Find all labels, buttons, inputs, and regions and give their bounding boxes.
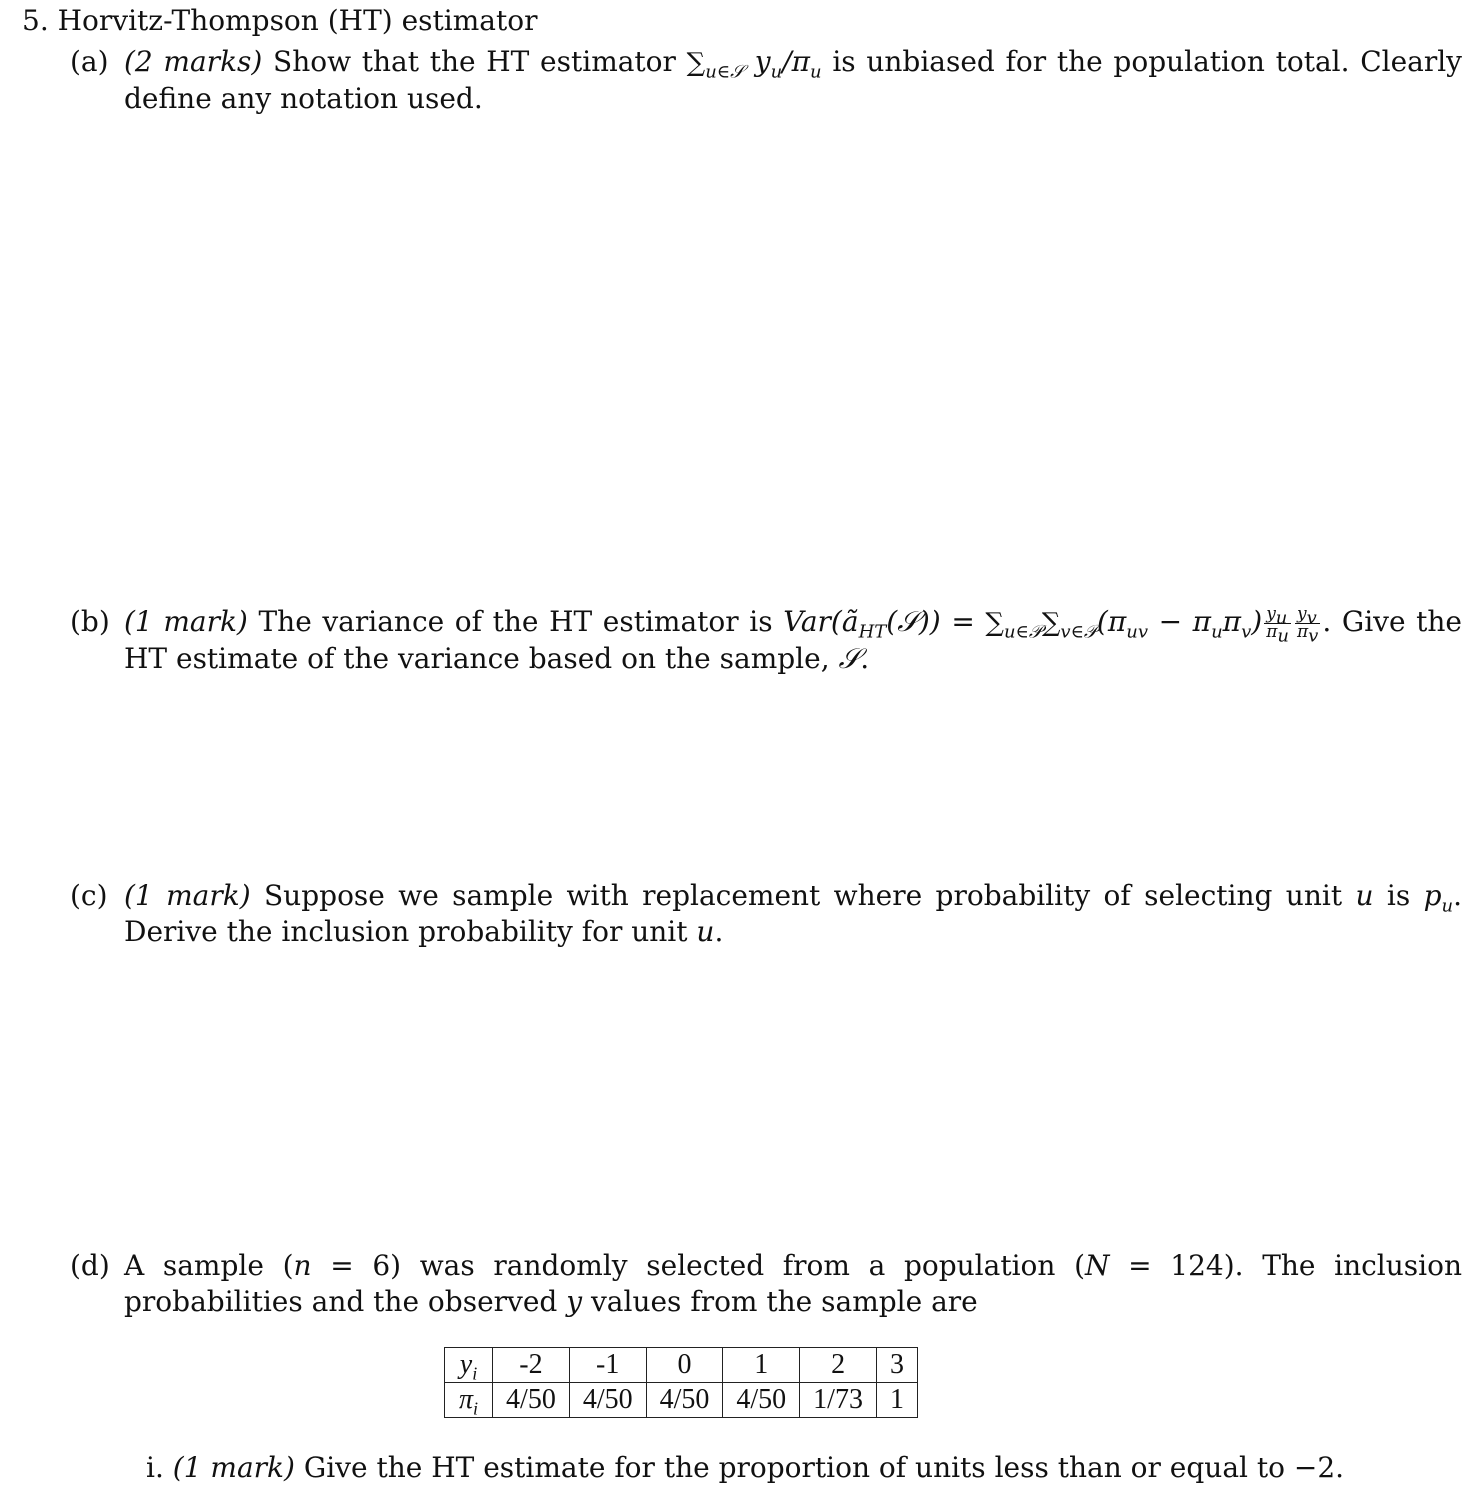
subpart-i-text: Give the HT estimate for the proportion of units less than or equal to (303, 1451, 1285, 1484)
part-a-estimator: $\sum_{u\in 𝒮}$ $y_u/\pi_u$ (686, 45, 822, 83)
y-symbol: y (566, 1285, 583, 1318)
part-c-label: (c) (70, 879, 108, 912)
part-b-marks: (1 mark) (124, 605, 248, 638)
row-label-y: $y_i$ (445, 1348, 493, 1383)
part-d (70, 1248, 1462, 1320)
part-c-end: . (714, 915, 724, 948)
subpart-i-marks: (1 mark) (172, 1451, 295, 1484)
part-d-text-4: values from the sample are (590, 1285, 978, 1318)
table-cell: 3 (876, 1348, 917, 1383)
unit-symbol: u (1355, 879, 1374, 912)
part-d-body (124, 1248, 1462, 1320)
unit-symbol-2: u (696, 915, 715, 948)
part-c-text-mid: is (1386, 879, 1411, 912)
part-d-text-2: ) was randomly selected from a population ( (390, 1249, 1086, 1282)
prob-symbol: $p_u$ (1423, 879, 1454, 917)
table-cell: 1 (876, 1383, 917, 1418)
part-b-label: (b) (70, 605, 110, 638)
table-row-y (445, 1348, 918, 1383)
part-b-body (124, 604, 1462, 677)
part-b-end: . (860, 642, 870, 675)
table-cell: 1/73 (800, 1383, 877, 1418)
part-b (70, 604, 1462, 677)
question-number: 5. (22, 4, 49, 37)
population-size: N = 124 (1085, 1249, 1224, 1282)
part-a-text-after: is unbiased for the population total. Clearly define any notation used. (124, 45, 1463, 115)
part-c-text-after: . Derive the inclusion probability for unit (124, 879, 1463, 948)
part-c-marks: (1 mark) (124, 879, 251, 912)
table-cell: 0 (646, 1348, 723, 1383)
table-cell: -1 (569, 1348, 646, 1383)
part-d-text-3: ). The inclusion probabilities and the observed (124, 1249, 1462, 1318)
variance-formula: $Var(ã_{HT}(𝒮)) = \sum_{u\in 𝒫}\sum_{v\in 𝒫}(\pi_{uv} - \pi_u\pi_v)$ $\frac{y_u}{\pi_u}$ $\frac{y_v}{\pi_v}$ (783, 604, 1319, 647)
part-c-text-before: Suppose we sample with replacement where probability of selecting unit (264, 879, 1343, 912)
table-cell: 4/50 (646, 1383, 723, 1418)
question-title: Horvitz-Thompson (HT) estimator (57, 4, 538, 37)
table-cell: 4/50 (569, 1383, 646, 1418)
part-d-text-1: A sample ( (124, 1249, 294, 1282)
part-a-label: (a) (70, 45, 109, 78)
part-a-body (124, 44, 1462, 117)
sample-symbol: 𝒮 (838, 642, 861, 675)
sample-size: n = 6 (293, 1249, 391, 1282)
table-cell: -2 (493, 1348, 570, 1383)
row-label-pi: $\pi_i$ (445, 1383, 493, 1418)
part-a (70, 44, 1462, 117)
table-cell: 2 (800, 1348, 877, 1383)
subpart-i (146, 1450, 1462, 1486)
sample-table (444, 1347, 918, 1418)
part-c (70, 878, 1462, 950)
subpart-i-label: i. (146, 1451, 164, 1484)
table-row-pi (445, 1383, 918, 1418)
table-cell: 4/50 (723, 1383, 800, 1418)
part-d-label: (d) (70, 1249, 110, 1282)
table-cell: 4/50 (493, 1383, 570, 1418)
part-b-text-before: The variance of the HT estimator is (258, 605, 773, 638)
table-cell: 1 (723, 1348, 800, 1383)
subpart-i-end: . (1335, 1451, 1345, 1484)
subpart-i-value: −2 (1293, 1451, 1336, 1484)
part-c-body (124, 878, 1462, 950)
part-a-text-before: Show that the HT estimator (273, 45, 676, 78)
part-a-marks: (2 marks) (124, 45, 263, 78)
sample-table-container (444, 1347, 918, 1418)
question-heading (22, 6, 537, 36)
part-b-text-after: . Give the HT estimate of the variance based on the sample, (124, 605, 1463, 675)
